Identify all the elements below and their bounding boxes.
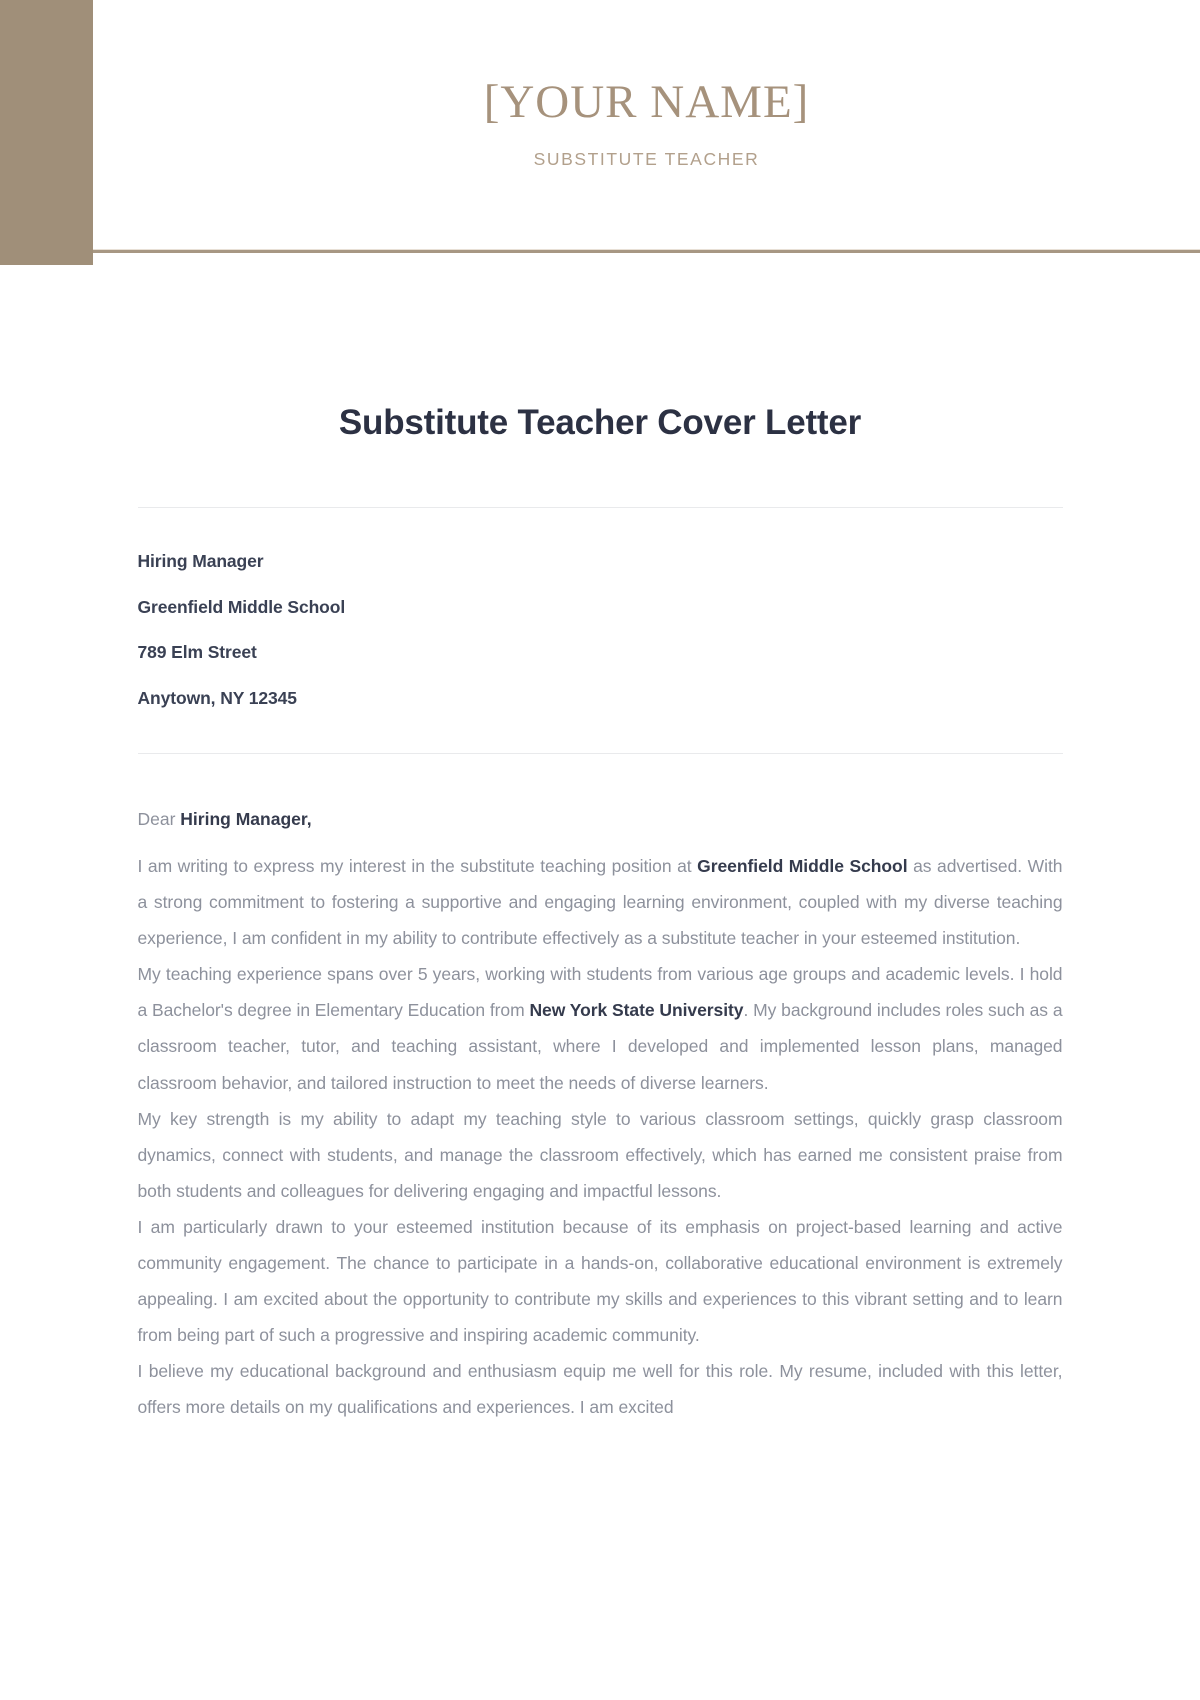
- letter-paragraph: [138, 1209, 1063, 1353]
- body-text: I am particularly drawn to your esteemed institution because of its emphasis on project-based learning and active community engagement. The chance to participate in a hands-on, collaborative educational environment is extremely appealing. I am excited about the opportunity to contribute my skills and experiences to this vibrant setting and to learn from being part of such a progressive and inspiring academic community.: [137, 1216, 1063, 1345]
- address-line: Hiring Manager: [137, 551, 264, 571]
- address-line: 789 Elm Street: [137, 642, 257, 662]
- body-text: as advertised. With a strong commitment to fostering a supportive and engaging learning environment, coupled with my diverse teaching experience, I am confident in my ability to contribute effectively as a substitute teacher in your esteemed institution.: [137, 856, 1063, 949]
- letterhead-content: [93, 0, 1200, 250]
- salutation-prefix: Dear: [137, 809, 181, 829]
- applicant-job-title: SUBSTITUTE TEACHER: [533, 149, 760, 170]
- recipient-address-block: [138, 508, 1152, 753]
- address-line: Anytown, NY 12345: [137, 687, 297, 708]
- letter-body: [138, 754, 1063, 1425]
- letter-paragraph: [138, 848, 1063, 956]
- applicant-name: [YOUR NAME]: [483, 76, 810, 128]
- body-text: My teaching experience spans over 5 years, working with students from various age groups and academic levels. I hold a Bachelor's degree in Elementary Education from: [137, 964, 1063, 1021]
- accent-sidebar: [0, 0, 93, 265]
- letter-paragraphs: [138, 848, 1063, 1425]
- letter-paragraph: [138, 1101, 1063, 1209]
- page-title: Substitute Teacher Cover Letter: [338, 403, 862, 442]
- body-text: I believe my educational background and enthusiasm equip me well for this role. My resume, included with this letter, offers more details on my qualifications and experiences. I am excited: [137, 1360, 1063, 1417]
- letter-paragraph: [138, 1353, 1063, 1425]
- letterhead-divider: [93, 249, 1200, 253]
- letterhead: [0, 0, 1200, 265]
- emphasis-text: New York State University: [529, 1000, 744, 1021]
- salutation: [138, 806, 1063, 832]
- salutation-recipient: Hiring Manager,: [180, 809, 312, 829]
- cover-letter-document: [0, 265, 1200, 1425]
- emphasis-text: Greenfield Middle School: [697, 856, 908, 877]
- body-text: My key strength is my ability to adapt my teaching style to various classroom settings, quickly grasp classroom dynamics, connect with students, and manage the classroom effectively, which has earned me consistent praise from both students and colleagues for delivering engaging and impactful lessons.: [137, 1108, 1063, 1201]
- body-text: I am writing to express my interest in the substitute teaching position at: [137, 856, 698, 877]
- body-text: . My background includes roles such as a classroom teacher, tutor, and teaching assistant, where I developed and implemented lesson plans, managed classroom behavior, and tailored instruction to meet the needs of diverse learners.: [137, 1000, 1063, 1093]
- address-line: Greenfield Middle School: [137, 596, 346, 617]
- letter-paragraph: [138, 956, 1063, 1100]
